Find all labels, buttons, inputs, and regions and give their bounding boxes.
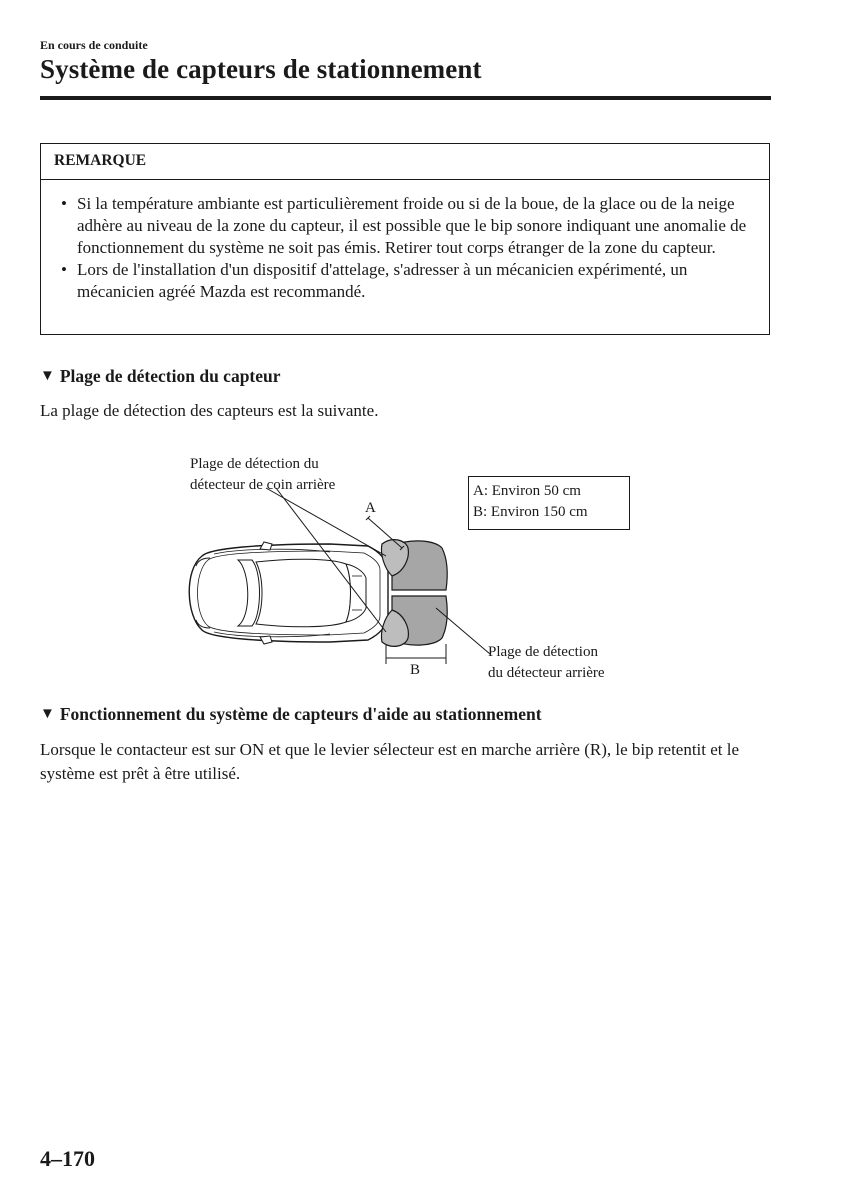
car-roof bbox=[256, 559, 351, 627]
triangle-down-icon: ▼ bbox=[40, 706, 55, 722]
dimension-a-label: A bbox=[365, 500, 376, 516]
section-heading-text: Plage de détection du capteur bbox=[59, 366, 281, 386]
page-number: 4–170 bbox=[40, 1146, 95, 1171]
car-mirror-top bbox=[260, 542, 272, 550]
page-title: Système de capteurs de stationnement bbox=[40, 54, 482, 84]
section-heading-parking-operation bbox=[40, 704, 542, 725]
bullet-icon: • bbox=[61, 194, 67, 213]
section-label: En cours de conduite bbox=[40, 38, 148, 52]
note-item-text: Si la température ambiante est particulièrement froide ou si de la boue, de la glace ou de la neige adhère au niveau de la zone du capteur, il est possible que le bip sonore indiquant une anomalie de fonctionnement du système ne soit pas émis. Retirer tout corps étranger de la zone du capteur. bbox=[77, 194, 747, 257]
note-item bbox=[61, 259, 755, 303]
corner-label-line1: Plage de détection du bbox=[190, 456, 319, 472]
corner-sensor-range-label bbox=[190, 454, 335, 496]
note-list bbox=[41, 180, 769, 303]
legend-a: A: Environ 50 cm bbox=[473, 483, 581, 499]
note-item bbox=[61, 193, 755, 259]
note-item-text: Lors de l'installation d'un dispositif d'attelage, s'adresser à un mécanicien expérimenté, un mécanicien agréé Mazda est recommandé. bbox=[77, 260, 688, 301]
note-box bbox=[40, 143, 770, 335]
section-paragraph: Lorsque le contacteur est sur ON et que le levier sélecteur est en marche arrière (R), le bip retentit et le système est prêt à être utilisé. bbox=[40, 740, 740, 783]
car-mirror-bottom bbox=[260, 636, 272, 644]
section-heading-detection-range bbox=[40, 366, 281, 387]
sensor-diagram bbox=[180, 448, 640, 688]
rear-label-line2: du détecteur arrière bbox=[488, 665, 605, 681]
legend-b: B: Environ 150 cm bbox=[473, 504, 588, 520]
note-heading: REMARQUE bbox=[41, 144, 769, 180]
bullet-icon: • bbox=[61, 260, 67, 279]
distance-legend bbox=[468, 476, 630, 530]
section-paragraph: La plage de détection des capteurs est la suivante. bbox=[40, 401, 379, 420]
triangle-down-icon: ▼ bbox=[40, 368, 55, 384]
title-rule bbox=[40, 96, 771, 100]
rear-label-line1: Plage de détection bbox=[488, 644, 598, 660]
dimension-b-label: B bbox=[410, 662, 421, 678]
section-heading-text: Fonctionnement du système de capteurs d'aide au stationnement bbox=[59, 704, 542, 724]
rear-sensor-range-label bbox=[488, 642, 605, 684]
corner-label-line2: détecteur de coin arrière bbox=[190, 477, 336, 493]
